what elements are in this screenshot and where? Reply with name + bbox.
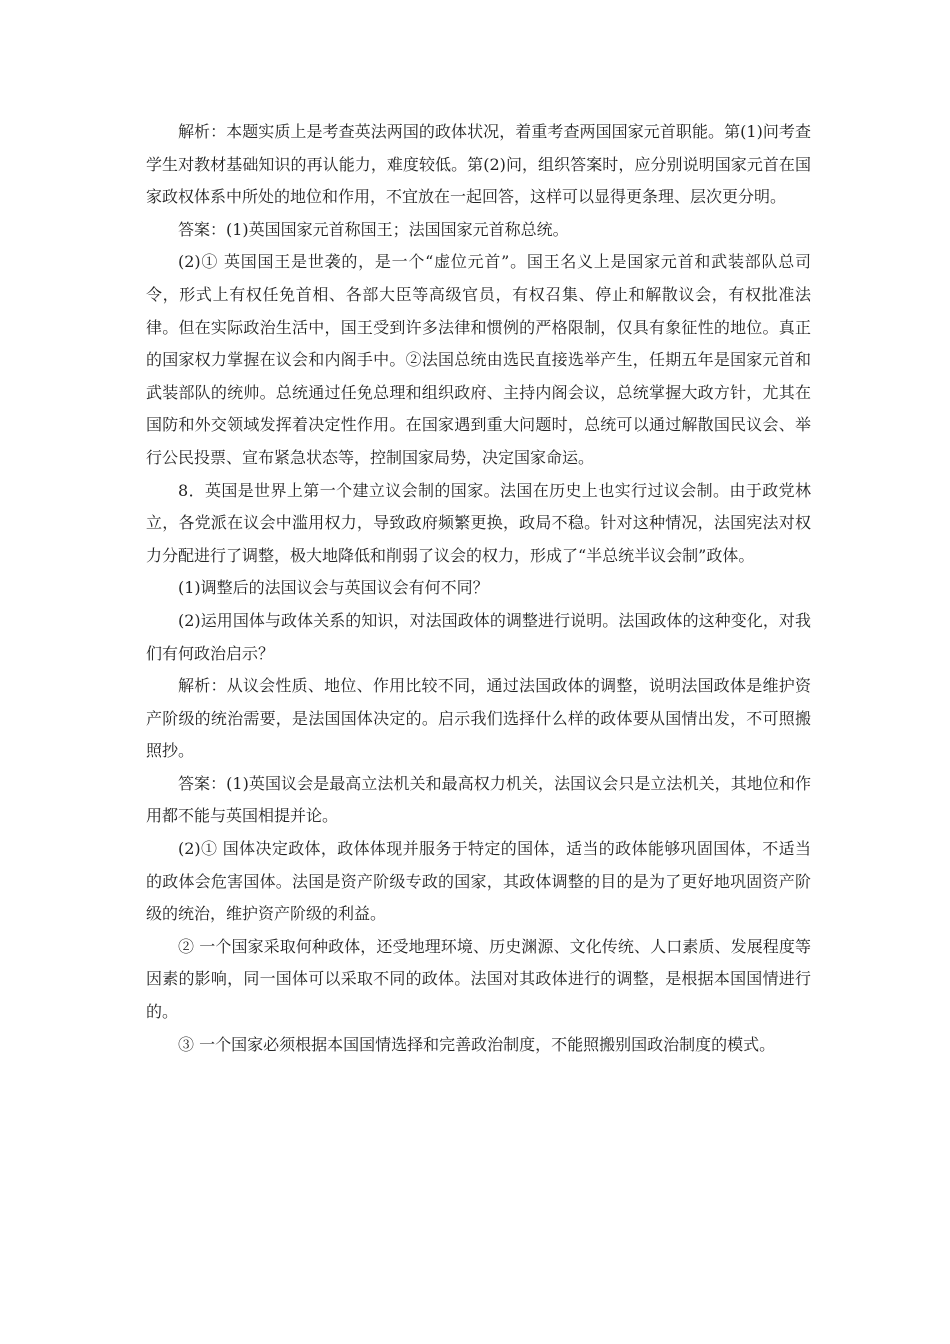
analysis-paragraph-q7: 解析：本题实质上是考查英法两国的政体状况，着重考查两国国家元首职能。第(1)问考查学生对教材基础知识的再认能力，难度较低。第(2)问，组织答案时，应分别说明国家元首在国家政权体系中所处的地位和作用，不宜放在一起回答，这样可以显得更条理、层次更分明。 [146, 122, 811, 207]
analysis-paragraph-q8: 解析：从议会性质、地位、作用比较不同，通过法国政体的调整，说明法国政体是维护资产阶级的统治需要，是法国国体决定的。启示我们选择什么样的政体要从国情出发，不可照搬照抄。 [146, 676, 811, 761]
answer-paragraph-q7-part1: 答案：(1)英国国家元首称国王；法国国家元首称总统。 [178, 219, 569, 239]
answer-paragraph-q7-part2: (2)① 英国国王是世袭的，是一个“虚位元首”。国王名义上是国家元首和武装部队总司令，形式上有权任免首相、各部大臣等高级官员，有权召集、停止和解散议会，有权批准法律。但在实际政治生活中，国王受到许多法律和惯例的严格限制，仅具有象征性的地位。真正的国家权力掌握在议会和内阁手中。②法国总统由选民直接选举产生，任期五年是国家元首和武装部队的统帅。总统通过任免总理和组织政府、主持内阁会议，总统掌握大政方针，尤其在国防和外交领域发挥着决定性作用。在国家遇到重大问题时，总统可以通过解散国民议会、举行公民投票、宣布紧急状态等，控制国家局势，决定国家命运。 [146, 252, 811, 467]
question-paragraph-q8: 8．英国是世界上第一个建立议会制的国家。法国在历史上也实行过议会制。由于政党林立，各党派在议会中滥用权力，导致政府频繁更换，政局不稳。针对这种情况，法国宪法对权力分配进行了调整，极大地降低和削弱了议会的权力，形成了“半总统半议会制”政体。 [146, 480, 811, 565]
document-body [146, 116, 811, 1061]
question-q8-part2: (2)运用国体与政体关系的知识，对法国政体的调整进行说明。法国政体的这种变化，对我们有何政治启示？ [146, 610, 811, 663]
answer-paragraph-q8-part2-point2: ② 一个国家采取何种政体，还受地理环境、历史渊源、文化传统、人口素质、发展程度等因素的影响，同一国体可以采取不同的政体。法国对其政体进行的调整，是根据本国国情进行的。 [146, 936, 811, 1022]
answer-paragraph-q8-part2-point3: ③ 一个国家必须根据本国国情选择和完善政治制度，不能照搬别国政治制度的模式。 [178, 1034, 776, 1054]
question-q8-part1: (1)调整后的法国议会与英国议会有何不同？ [178, 578, 489, 598]
answer-paragraph-q8-part1: 答案：(1)英国议会是最高立法机关和最高权力机关，法国议会只是立法机关，其地位和作用都不能与英国相提并论。 [146, 773, 811, 826]
answer-paragraph-q8-part2-point1: (2)① 国体决定政体，政体体现并服务于特定的国体，适当的政体能够巩固国体，不适当的政体会危害国体。法国是资产阶级专政的国家，其政体调整的目的是为了更好地巩固资产阶级的统治，维护资产阶级的利益。 [146, 839, 811, 924]
